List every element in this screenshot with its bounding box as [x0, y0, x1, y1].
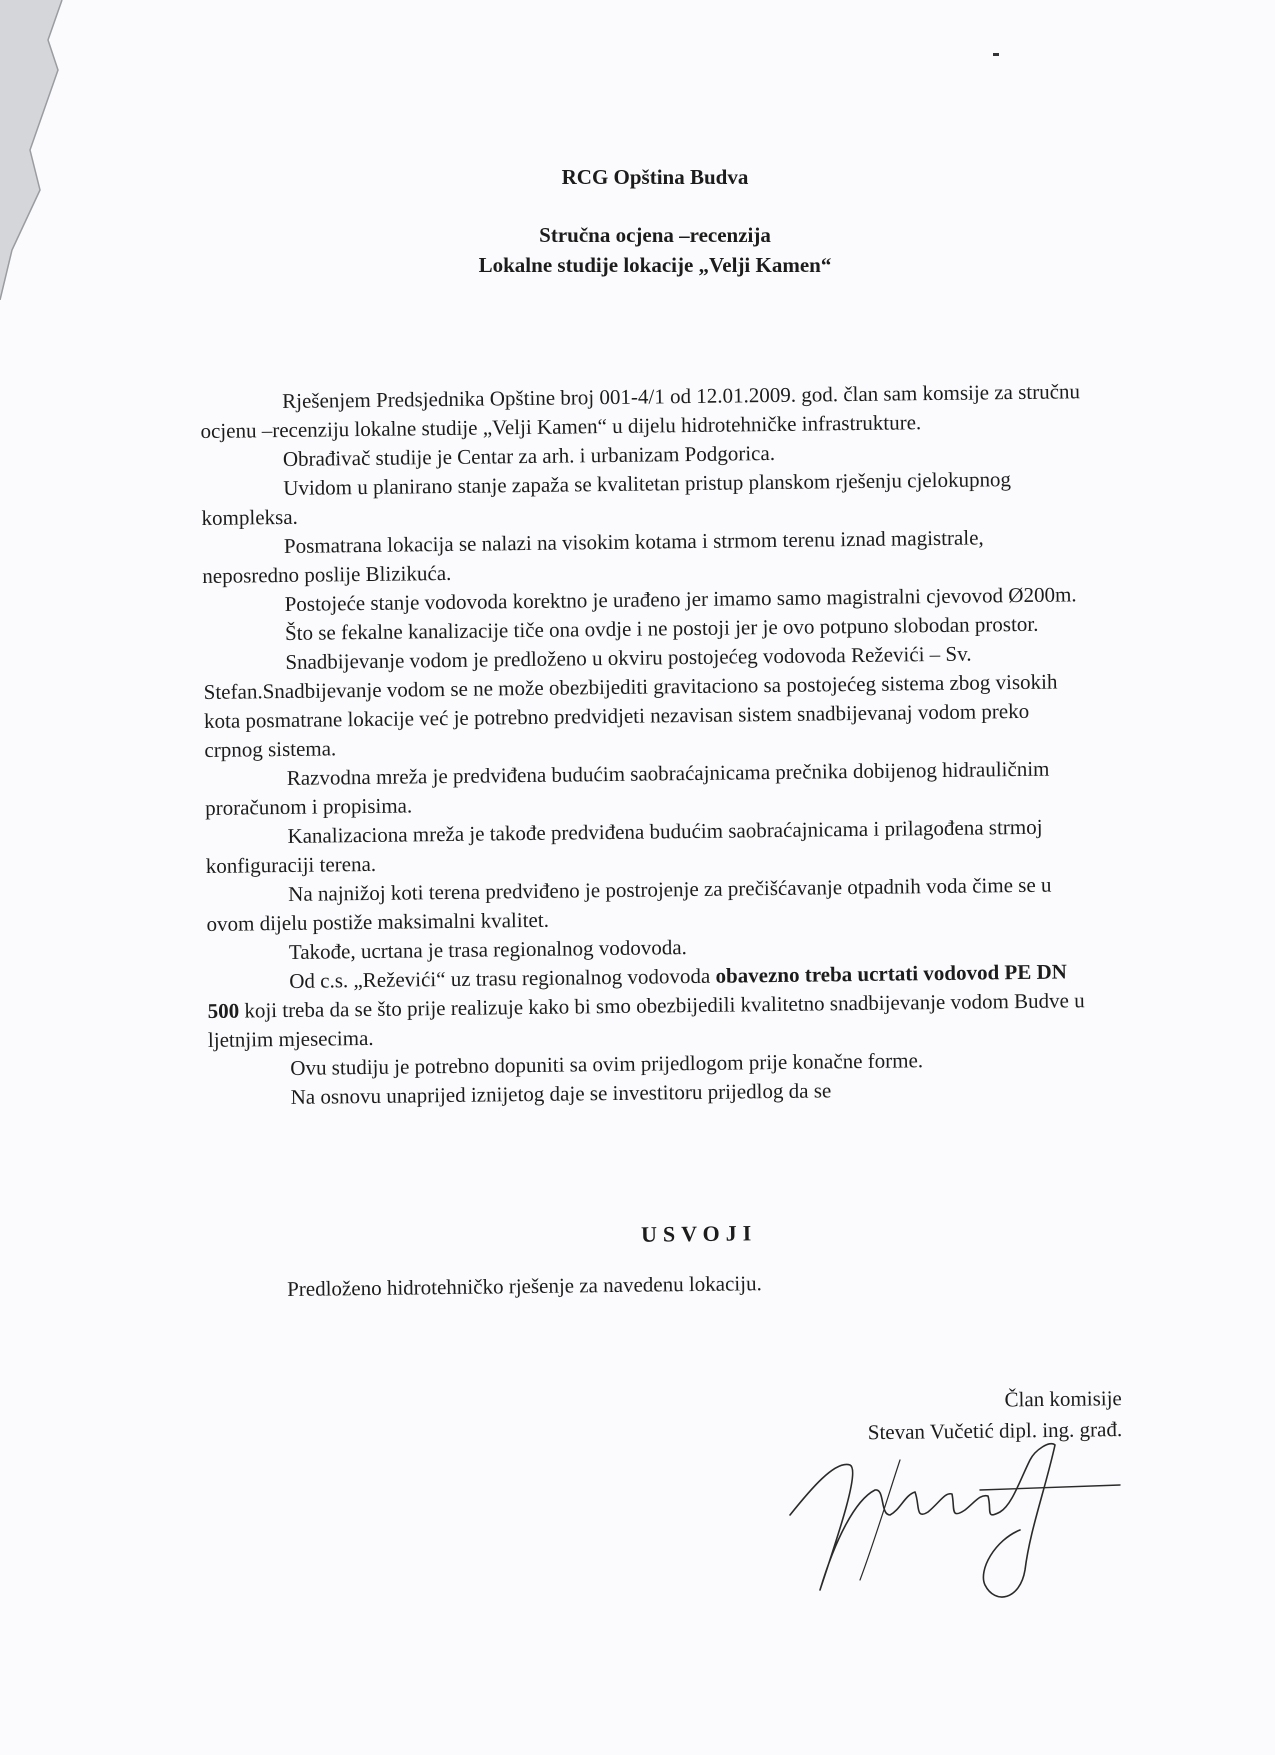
paragraph: Takođe, ucrtana je trasa regionalnog vodovoda. — [288, 935, 687, 964]
paragraph: Kanalizaciona mreža je takođe predviđena budućim saobraćajnicama i prilagođena strmoj konfiguraciji terena. — [205, 814, 1043, 878]
office-title: RCG Opština Budva — [561, 165, 749, 189]
requirement-emphasis: obavezno treba ucrtati vodovod PE DN 500 — [207, 959, 1067, 1023]
paragraph: Postojeće stanje vodovoda korektno je urađeno jer imamo samo magistralni cjevovod Ø200m. — [284, 582, 1077, 616]
paragraph: Ovu studiju je potrebno dopuniti sa ovim prijedlogom prije konačne forme. — [290, 1048, 924, 1080]
handwritten-signature — [780, 1420, 1140, 1610]
paragraph: Na najnižoj koti terena predviđeno je postrojenje za prečišćavanje otpadnih voda čime se u ovom dijelu postiže maksimalni kvalitet. — [206, 872, 1052, 936]
requirement-lead: Od c.s. „Reževići“ uz trasu regionalnog vodovoda — [289, 963, 716, 993]
paragraph: Uvidom u planirano stanje zapaža se kvalitetan pristup planskom rješenju cjelokupnog kompleksa. — [201, 467, 1012, 530]
requirement-tail: koji treba da se što prije realizuje kako bi smo obezbijedili kvalitetno snadbijevanje vodom Budve u ljetnjim mjesecima. — [207, 988, 1085, 1052]
paragraph: Rješenjem Predsjednika Opštine broj 001-4/1 od 12.01.2009. god. član sam komsije za stručnu ocjenu –recenziju lokalne studije „Velji Kamen“ u dijelu hidrotehničke infrastrukture. — [200, 379, 1081, 443]
review-body — [200, 377, 1089, 1113]
scan-speck — [993, 53, 999, 56]
paragraph: Razvodna mreža je predviđena budućim saobraćajnicama prečnika dobijenog hidrauličnim proračunom i propisima. — [204, 756, 1050, 820]
signatory-role: Član komisije — [1004, 1386, 1122, 1412]
paragraph: Snadbijevanje vodom je predloženo u okviru postojećeg vodovoda Reževići – Sv. Stefan.Snadbijevanje vodom se ne može obezbijediti gravitaciono sa postojećeg sistema zbog visokih kota posmatrane lokacije već je potrebno predvidjeti nezavisan sistem snadbijevanaj vodom preko crpnog sistema. — [203, 641, 1058, 762]
closing-line: Predloženo hidrotehničko rješenje za navedenu lokaciju. — [287, 1271, 762, 1301]
paragraph: Što se fekalne kanalizacije tiče ona ovdje i ne postoji jer je ovo potpuno slobodan prostor. — [284, 611, 1039, 645]
document-type: Stručna ocjena –recenzija — [539, 223, 771, 247]
decision-word: USVOJI — [640, 1220, 758, 1247]
document-subject: Lokalne studije lokacije „Velji Kamen“ — [478, 253, 832, 277]
paragraph-requirement — [207, 957, 1088, 1055]
signatory-name: Stevan Vučetić dipl. ing. građ. — [867, 1417, 1123, 1445]
paragraph: Na osnovu unaprijed iznijetog daje se investitoru prijedlog da se — [290, 1078, 832, 1109]
paragraph: Posmatrana lokacija se nalazi na visokim kotama i strmom terenu iznad magistrale, neposredno poslije Blizikuća. — [202, 525, 984, 588]
paragraph: Obrađivač studije je Centar za arh. i urbanizam Podgorica. — [282, 440, 776, 471]
